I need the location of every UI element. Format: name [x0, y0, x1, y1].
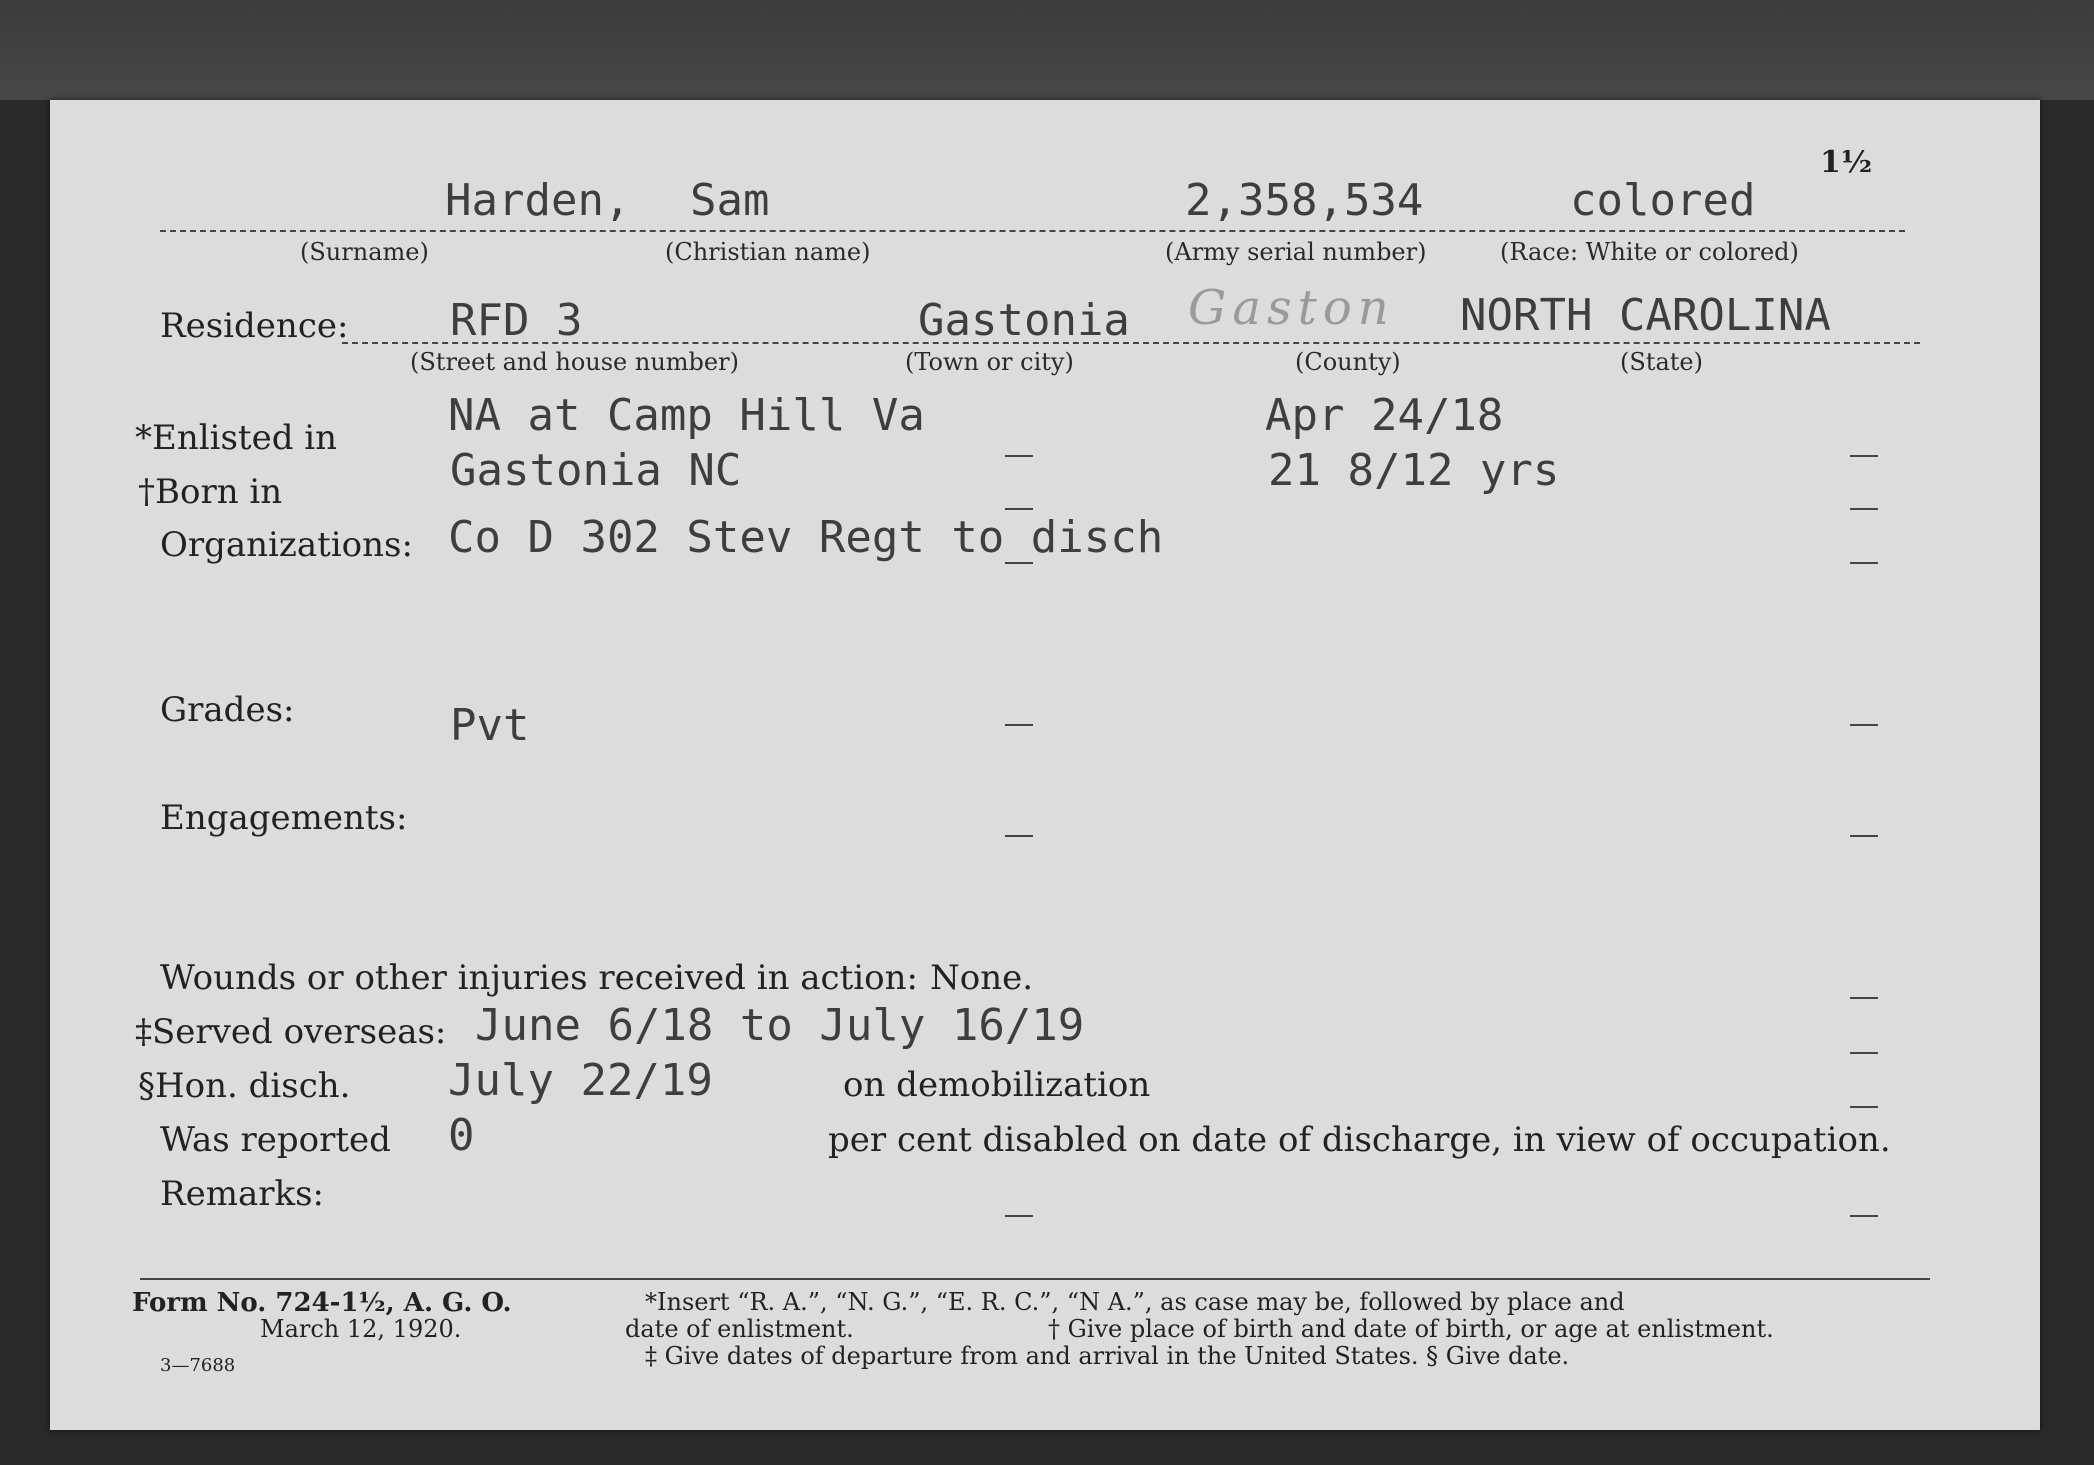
footnote-line-1: *Insert “R. A.”, “N. G.”, “E. R. C.”, “N A.”, as case may be, followed by place and	[645, 1288, 1625, 1316]
print-code: 3—7688	[160, 1355, 236, 1376]
engagements-label: Engagements:	[160, 798, 408, 838]
footer-rule	[140, 1278, 1930, 1280]
honorable-discharge-label: §Hon. disch.	[138, 1066, 351, 1106]
form-number: Form No. 724-1½, A. G. O.	[132, 1288, 512, 1318]
serial-number-caption: (Army serial number)	[1165, 238, 1427, 266]
christian-name-value: Sam	[690, 175, 770, 226]
column-tick	[1850, 455, 1878, 457]
born-age-value: 21 8/12 yrs	[1268, 445, 1560, 496]
column-tick	[1005, 562, 1033, 564]
service-record-card	[50, 100, 2040, 1430]
county-value-handwritten: Gaston	[1188, 280, 1395, 336]
was-reported-label: Was reported	[160, 1120, 391, 1160]
residence-line	[342, 342, 1920, 344]
organizations-label: Organizations:	[160, 525, 413, 565]
column-tick	[1005, 508, 1033, 510]
column-tick	[1850, 835, 1878, 837]
column-tick	[1850, 1215, 1878, 1217]
column-tick	[1005, 455, 1033, 457]
column-tick	[1850, 1106, 1878, 1108]
grades-value: Pvt	[450, 700, 530, 751]
corner-mark: 1½	[1820, 145, 1873, 180]
remarks-label: Remarks:	[160, 1174, 324, 1214]
born-place-value: Gastonia NC	[450, 445, 742, 496]
enlisted-date-value: Apr 24/18	[1265, 390, 1504, 441]
column-tick	[1005, 1215, 1033, 1217]
street-value: RFD 3	[450, 295, 583, 346]
served-overseas-value: June 6/18 to July 16/19	[475, 1000, 1085, 1051]
town-value: Gastonia	[918, 295, 1130, 346]
served-overseas-label: ‡Served overseas:	[135, 1012, 447, 1052]
surname-value: Harden,	[445, 175, 631, 226]
discharge-date-value: July 22/19	[448, 1055, 713, 1106]
race-caption: (Race: White or colored)	[1500, 238, 1799, 266]
race-value: colored	[1570, 175, 1756, 226]
form-date: March 12, 1920.	[260, 1315, 462, 1343]
column-tick	[1850, 997, 1878, 999]
name-line	[160, 230, 1905, 232]
column-tick	[1005, 835, 1033, 837]
street-caption: (Street and house number)	[410, 348, 739, 376]
column-tick	[1850, 562, 1878, 564]
column-tick	[1850, 508, 1878, 510]
organizations-value: Co D 302 Stev Regt to disch	[448, 512, 1164, 563]
column-tick	[1850, 1052, 1878, 1054]
county-caption: (County)	[1295, 348, 1401, 376]
surname-caption: (Surname)	[300, 238, 429, 266]
state-value: NORTH CAROLINA	[1460, 290, 1831, 341]
wounds-value: None.	[930, 958, 1034, 998]
scanner-background	[0, 0, 2094, 100]
disabled-percent-value: 0	[448, 1110, 475, 1161]
enlisted-place-value: NA at Camp Hill Va	[448, 390, 925, 441]
discharge-reason: on demobilization	[843, 1065, 1151, 1105]
state-caption: (State)	[1620, 348, 1703, 376]
column-tick	[1850, 724, 1878, 726]
serial-number-value: 2,358,534	[1185, 175, 1424, 226]
footnote-line-3: ‡ Give dates of departure from and arrival in the United States. § Give date.	[645, 1342, 1570, 1370]
footnote-line-2b: † Give place of birth and date of birth, or age at enlistment.	[1048, 1315, 1774, 1343]
disabled-percent-suffix: per cent disabled on date of discharge, in view of occupation.	[828, 1120, 1891, 1160]
town-caption: (Town or city)	[905, 348, 1074, 376]
footnote-line-2a: date of enlistment.	[625, 1315, 854, 1343]
residence-label: Residence:	[160, 306, 349, 346]
column-tick	[1005, 724, 1033, 726]
grades-label: Grades:	[160, 690, 295, 730]
born-label: †Born in	[138, 472, 283, 512]
christian-name-caption: (Christian name)	[665, 238, 871, 266]
enlisted-label: *Enlisted in	[135, 418, 338, 458]
wounds-label: Wounds or other injuries received in action:	[160, 958, 918, 998]
